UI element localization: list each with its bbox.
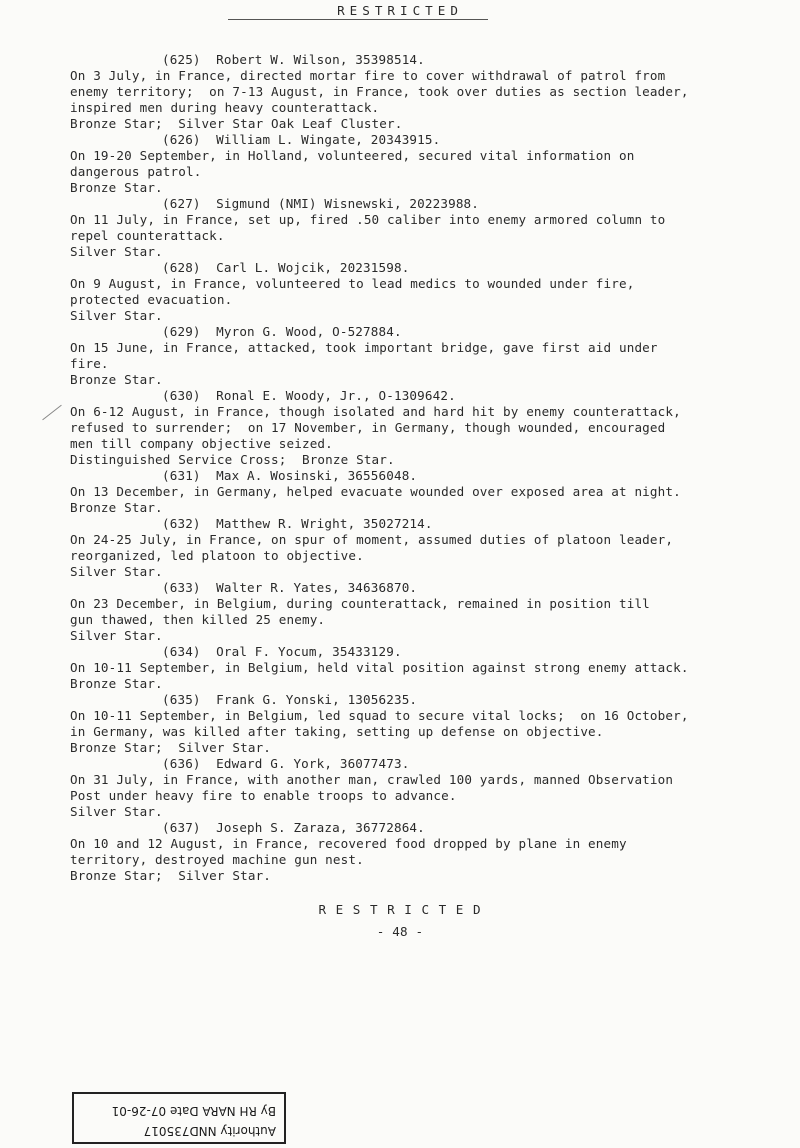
text-line: Bronze Star. bbox=[70, 180, 163, 195]
text-line: Post under heavy fire to enable troops to advance. bbox=[70, 788, 457, 803]
header-rule bbox=[228, 19, 488, 20]
entry-heading: (631) Max A. Wosinski, 36556048. bbox=[162, 468, 418, 483]
page-number: - 48 - bbox=[376, 924, 424, 939]
text-line: in Germany, was killed after taking, setting up defense on objective. bbox=[70, 724, 604, 739]
entry-heading: (628) Carl L. Wojcik, 20231598. bbox=[162, 260, 410, 275]
text-line: fire. bbox=[70, 356, 109, 371]
entry-heading: (627) Sigmund (NMI) Wisnewski, 20223988. bbox=[162, 196, 480, 211]
text-line: On 15 June, in France, attacked, took important bridge, gave first aid under bbox=[70, 340, 658, 355]
text-line: refused to surrender; on 17 November, in Germany, though wounded, encouraged bbox=[70, 420, 666, 435]
entry-heading: (633) Walter R. Yates, 34636870. bbox=[162, 580, 418, 595]
entry-heading: (629) Myron G. Wood, O-527884. bbox=[162, 324, 402, 339]
entry-heading: (635) Frank G. Yonski, 13056235. bbox=[162, 692, 418, 707]
text-line: enemy territory; on 7-13 August, in France, took over duties as section leader, bbox=[70, 84, 689, 99]
text-line: On 9 August, in France, volunteered to lead medics to wounded under fire, bbox=[70, 276, 635, 291]
text-line: reorganized, led platoon to objective. bbox=[70, 548, 364, 563]
text-line: On 10-11 September, in Belgium, held vital position against strong enemy attack. bbox=[70, 660, 689, 675]
stamp-by-line: By RH NARA Date 07-26-01 bbox=[111, 1104, 276, 1118]
header-restricted: RESTRICTED bbox=[337, 3, 463, 18]
text-line: Bronze Star. bbox=[70, 372, 163, 387]
entry-heading: (632) Matthew R. Wright, 35027214. bbox=[162, 516, 433, 531]
entry-heading: (637) Joseph S. Zaraza, 36772864. bbox=[162, 820, 425, 835]
text-line: gun thawed, then killed 25 enemy. bbox=[70, 612, 326, 627]
entry-heading: (636) Edward G. York, 36077473. bbox=[162, 756, 410, 771]
text-line: On 24-25 July, in France, on spur of moment, assumed duties of platoon leader, bbox=[70, 532, 674, 547]
text-line: On 10 and 12 August, in France, recovered food dropped by plane in enemy bbox=[70, 836, 627, 851]
entry-heading: (625) Robert W. Wilson, 35398514. bbox=[162, 52, 425, 67]
text-line: On 13 December, in Germany, helped evacuate wounded over exposed area at night. bbox=[70, 484, 681, 499]
footer-restricted: R E S T R I C T E D bbox=[318, 902, 482, 917]
entry-heading: (634) Oral F. Yocum, 35433129. bbox=[162, 644, 402, 659]
text-line: Bronze Star; Silver Star Oak Leaf Cluster. bbox=[70, 116, 403, 131]
text-line: inspired men during heavy counterattack. bbox=[70, 100, 380, 115]
text-line: On 10-11 September, in Belgium, led squad to secure vital locks; on 16 October, bbox=[70, 708, 689, 723]
text-line: On 3 July, in France, directed mortar fire to cover withdrawal of patrol from bbox=[70, 68, 666, 83]
text-line: Bronze Star. bbox=[70, 500, 163, 515]
entry-heading: (630) Ronal E. Woody, Jr., O-1309642. bbox=[162, 388, 456, 403]
text-line: protected evacuation. bbox=[70, 292, 233, 307]
text-line: men till company objective seized. bbox=[70, 436, 333, 451]
text-line: Silver Star. bbox=[70, 804, 163, 819]
entry-heading: (626) William L. Wingate, 20343915. bbox=[162, 132, 441, 147]
text-line: Bronze Star. bbox=[70, 676, 163, 691]
text-line: Bronze Star; Silver Star. bbox=[70, 868, 272, 883]
margin-mark bbox=[42, 405, 62, 421]
text-line: dangerous patrol. bbox=[70, 164, 202, 179]
text-line: On 6-12 August, in France, though isolated and hard hit by enemy counterattack, bbox=[70, 404, 681, 419]
declassification-stamp bbox=[72, 1092, 286, 1144]
text-line: territory, destroyed machine gun nest. bbox=[70, 852, 364, 867]
text-line: On 23 December, in Belgium, during counterattack, remained in position till bbox=[70, 596, 650, 611]
text-line: On 31 July, in France, with another man, crawled 100 yards, manned Observation bbox=[70, 772, 674, 787]
text-line: repel counterattack. bbox=[70, 228, 225, 243]
text-line: Silver Star. bbox=[70, 564, 163, 579]
text-line: Silver Star. bbox=[70, 244, 163, 259]
text-line: On 19-20 September, in Holland, volunteered, secured vital information on bbox=[70, 148, 635, 163]
text-line: Silver Star. bbox=[70, 628, 163, 643]
text-line: Distinguished Service Cross; Bronze Star. bbox=[70, 452, 395, 467]
stamp-authority: Authority NND735017 bbox=[143, 1124, 276, 1138]
text-line: Silver Star. bbox=[70, 308, 163, 323]
text-line: Bronze Star; Silver Star. bbox=[70, 740, 272, 755]
text-line: On 11 July, in France, set up, fired .50 caliber into enemy armored column to bbox=[70, 212, 666, 227]
